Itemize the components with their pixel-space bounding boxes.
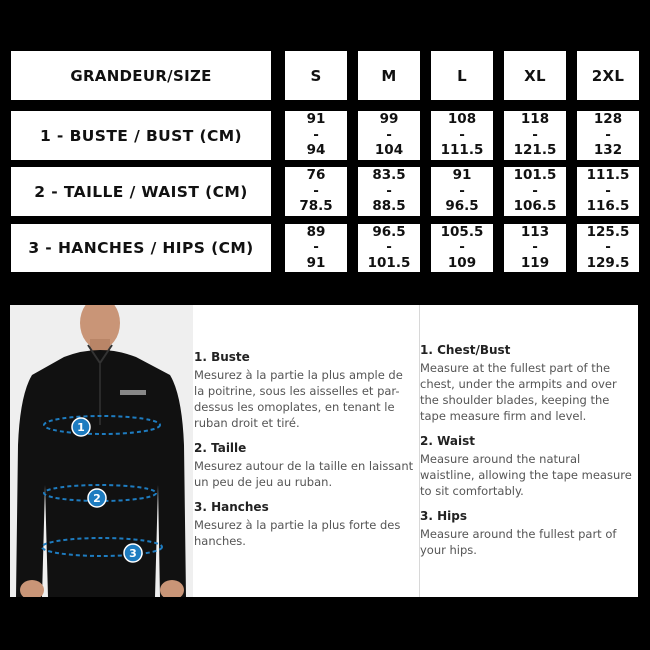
header-size-label: GRANDEUR/SIZE — [11, 51, 271, 100]
en-bust-title: 1. Chest/Bust — [420, 343, 511, 357]
header-size-l: L — [431, 51, 493, 100]
model-figure — [10, 305, 193, 597]
fr-bust-text: Mesurez à la partie la plus ample de la poitrine, sous les aisselles et par-dessus les omoplates, en tenant le ruban droit et tiré. — [194, 368, 403, 430]
waist-m: 83.5 - 88.5 — [358, 167, 420, 216]
waist-l: 91 - 96.5 — [431, 167, 493, 216]
marker-3 — [124, 544, 142, 562]
hips-s: 89 - 91 — [285, 224, 347, 272]
en-waist-title: 2. Waist — [420, 434, 475, 448]
waist-2xl: 111.5 - 116.5 — [577, 167, 639, 216]
bust-xl: 118 - 121.5 — [504, 111, 566, 160]
header-size-2xl: 2XL — [577, 51, 639, 100]
marker-2 — [88, 489, 106, 507]
hips-2xl: 125.5 - 129.5 — [577, 224, 639, 272]
bust-s: 91 - 94 — [285, 111, 347, 160]
en-bust-text: Measure at the fullest part of the chest, under the armpits and over the shoulder blades, keeping the tape measure firm and level. — [420, 361, 617, 423]
en-hips-title: 3. Hips — [420, 509, 467, 523]
row-label-hips: 3 - HANCHES / HIPS (CM) — [11, 224, 271, 272]
row-label-bust: 1 - BUSTE / BUST (CM) — [11, 111, 271, 160]
en-hips-text: Measure around the fullest part of your hips. — [420, 527, 617, 557]
header-size-m: M — [358, 51, 420, 100]
en-waist-text: Measure around the natural waistline, allowing the tape measure to sit comfortably. — [420, 452, 632, 498]
model-illustration — [10, 305, 193, 597]
svg-text:1: 1 — [77, 421, 85, 434]
header-size-s: S — [285, 51, 347, 100]
waist-xl: 101.5 - 106.5 — [504, 167, 566, 216]
bust-2xl: 128 - 132 — [577, 111, 639, 160]
bust-l: 108 - 111.5 — [431, 111, 493, 160]
hips-m: 96.5 - 101.5 — [358, 224, 420, 272]
hips-l: 105.5 - 109 — [431, 224, 493, 272]
fr-hips-text: Mesurez à la partie la plus forte des hanches. — [194, 518, 401, 548]
marker-1 — [72, 418, 90, 436]
fr-waist-title: 2. Taille — [194, 441, 247, 455]
row-label-waist: 2 - TAILLE / WAIST (CM) — [11, 167, 271, 216]
header-size-xl: XL — [504, 51, 566, 100]
svg-text:3: 3 — [129, 547, 137, 560]
hips-xl: 113 - 119 — [504, 224, 566, 272]
fr-waist-text: Mesurez autour de la taille en laissant un peu de jeu au ruban. — [194, 459, 414, 489]
waist-s: 76 - 78.5 — [285, 167, 347, 216]
columbia-logo — [120, 390, 146, 395]
measurement-guide — [10, 305, 638, 597]
bust-m: 99 - 104 — [358, 111, 420, 160]
fr-hips-title: 3. Hanches — [194, 500, 269, 514]
french-instructions — [194, 305, 414, 559]
english-instructions — [420, 305, 638, 568]
svg-text:2: 2 — [93, 492, 101, 505]
fr-bust-title: 1. Buste — [194, 350, 250, 364]
